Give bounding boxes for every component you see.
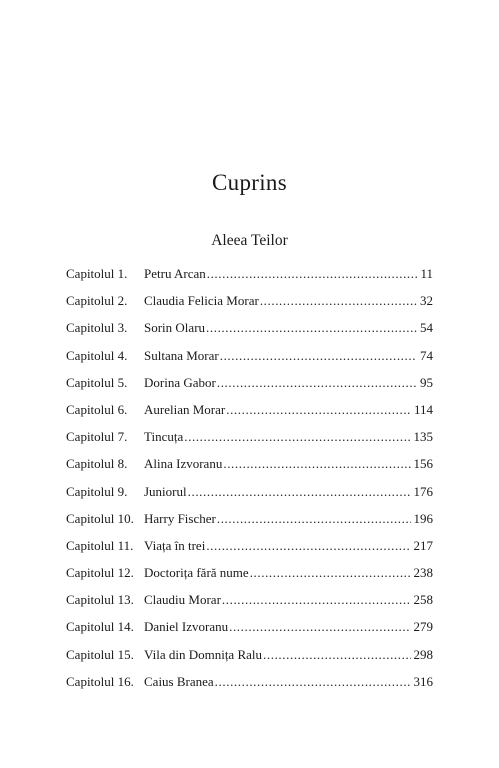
dot-leader xyxy=(188,484,411,500)
dot-leader xyxy=(206,320,417,336)
chapter-label: Capitolul 8. xyxy=(66,456,128,472)
chapter-name: Petru Arcan xyxy=(144,266,206,281)
dot-leader xyxy=(217,375,417,391)
chapter-label: Capitolul 11. xyxy=(66,537,134,553)
chapter-label: Capitolul 10. xyxy=(66,510,134,526)
chapter-name: Alina Izvoranu xyxy=(144,456,223,472)
toc-entry xyxy=(66,647,433,674)
dot-leader xyxy=(215,674,411,690)
page-number: 298 xyxy=(413,646,433,662)
toc-entry xyxy=(66,429,433,456)
toc-entry xyxy=(66,619,433,646)
chapter-label: Capitolul 3. xyxy=(66,320,128,336)
toc-entry xyxy=(66,674,433,701)
chapter-name: Caius Branea xyxy=(144,673,214,689)
dot-leader xyxy=(223,456,410,472)
chapter-name: Sultana Morar xyxy=(144,347,219,363)
table-of-contents xyxy=(66,266,433,701)
dot-leader xyxy=(206,538,410,554)
chapter-name: Harry Fischer xyxy=(144,510,216,526)
page-number: 95 xyxy=(420,374,433,390)
page-number: 74 xyxy=(420,347,433,363)
toc-entry xyxy=(66,402,433,429)
chapter-label: Capitolul 4. xyxy=(66,347,128,363)
toc-entry xyxy=(66,538,433,565)
chapter-name: Claudia Felicia Morar xyxy=(144,293,259,309)
chapter-name: Dorina Gabor xyxy=(144,374,216,390)
chapter-label: Capitolul 16. xyxy=(66,673,134,689)
chapter-name: Juniorul xyxy=(144,483,187,499)
page-number: 176 xyxy=(413,483,433,499)
toc-entry xyxy=(66,456,433,483)
toc-entry xyxy=(66,565,433,592)
chapter-label: Capitolul 1. xyxy=(66,266,128,281)
chapter-name: Daniel Izvoranu xyxy=(144,619,229,635)
page-number: 316 xyxy=(413,673,433,689)
toc-entry xyxy=(66,266,433,293)
page-title: Cuprins xyxy=(212,170,287,195)
toc-entry xyxy=(66,511,433,538)
dot-leader xyxy=(184,429,410,445)
chapter-label: Capitolul 9. xyxy=(66,483,128,499)
chapter-name: Vila din Domnița Ralu xyxy=(144,646,263,662)
dot-leader xyxy=(263,647,410,663)
page-number: 11 xyxy=(420,266,433,281)
dot-leader xyxy=(207,266,418,282)
chapter-label: Capitolul 2. xyxy=(66,293,128,309)
chapter-label: Capitolul 5. xyxy=(66,374,128,390)
page-number: 196 xyxy=(413,510,433,526)
dot-leader xyxy=(260,293,417,309)
page-number: 32 xyxy=(420,293,433,309)
page-number: 238 xyxy=(413,565,433,581)
section-title: Aleea Teilor xyxy=(211,232,288,249)
chapter-name: Claudiu Morar xyxy=(144,592,221,608)
dot-leader xyxy=(222,592,411,608)
page-number: 279 xyxy=(413,619,433,635)
toc-entry xyxy=(66,484,433,511)
page-number: 54 xyxy=(420,320,433,336)
page-number: 135 xyxy=(413,429,433,445)
chapter-name: Tincuța xyxy=(144,429,184,445)
toc-entry xyxy=(66,293,433,320)
chapter-label: Capitolul 6. xyxy=(66,401,128,417)
chapter-name: Aurelian Morar xyxy=(144,401,226,417)
page-number: 258 xyxy=(413,592,433,608)
dot-leader xyxy=(229,619,410,635)
chapter-label: Capitolul 12. xyxy=(66,565,134,581)
dot-leader xyxy=(220,348,417,364)
toc-entry xyxy=(66,375,433,402)
chapter-name: Viața în trei xyxy=(144,537,206,553)
chapter-label: Capitolul 15. xyxy=(66,646,134,662)
page-number: 217 xyxy=(413,537,433,553)
dot-leader xyxy=(250,565,411,581)
chapter-name: Sorin Olaru xyxy=(144,320,206,336)
chapter-label: Capitolul 14. xyxy=(66,619,134,635)
toc-entry xyxy=(66,348,433,375)
toc-entry xyxy=(66,592,433,619)
chapter-name: Doctorița fără nume xyxy=(144,565,249,581)
toc-entry xyxy=(66,320,433,347)
chapter-label: Capitolul 7. xyxy=(66,429,128,445)
chapter-label: Capitolul 13. xyxy=(66,592,134,608)
page-number: 114 xyxy=(413,401,433,417)
page-number: 156 xyxy=(413,456,433,472)
dot-leader xyxy=(226,402,411,418)
dot-leader xyxy=(217,511,411,527)
